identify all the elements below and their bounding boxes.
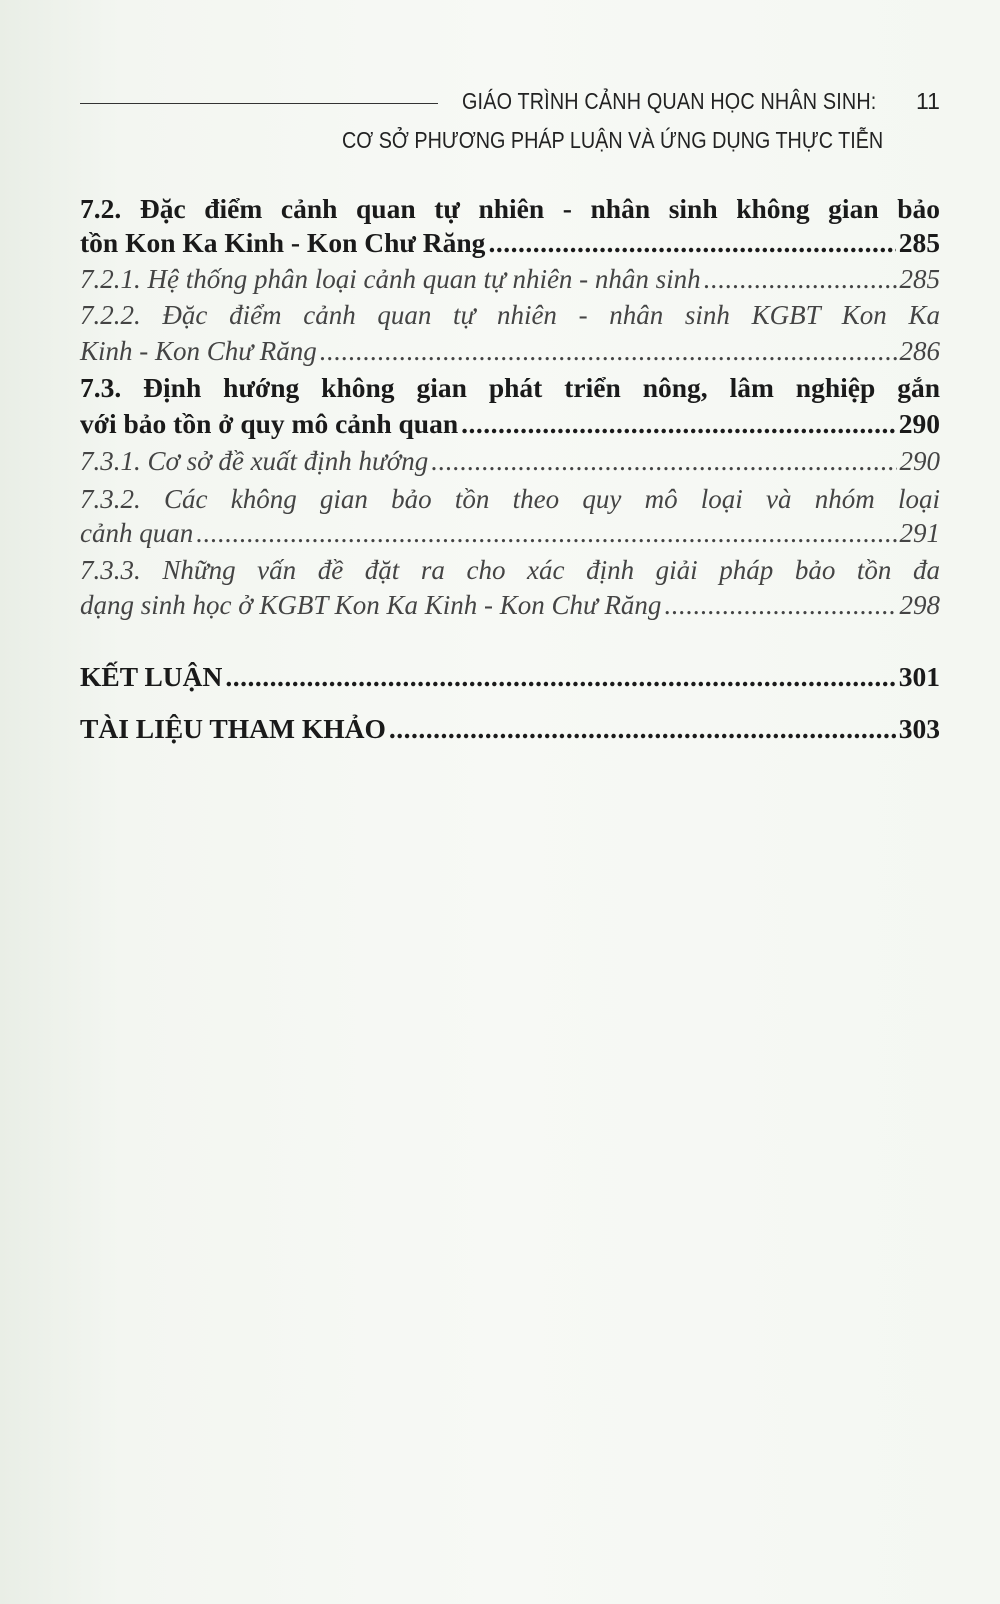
- toc-entry-references: [80, 712, 940, 746]
- dot-leader: [488, 226, 895, 260]
- toc-entry-7-2-1: [80, 262, 940, 296]
- running-header-subtitle: CƠ SỞ PHƯƠNG PHÁP LUẬN VÀ ỨNG DỤNG THỰC TIỄN: [342, 127, 884, 153]
- dot-leader: [320, 334, 897, 368]
- toc-page-number: 285: [899, 264, 940, 294]
- toc-entry-7-3-3-line2: [80, 588, 940, 622]
- toc-entry-7-3-3-line1: 7.3.3. Những vấn đề đặt ra cho xác định giải pháp bảo tồn đa: [80, 555, 940, 585]
- toc-entry-conclusion: [80, 660, 940, 694]
- toc-entry-text: với bảo tồn ở quy mô cảnh quan: [80, 408, 459, 439]
- header-rule: [80, 103, 438, 104]
- toc-entry-7-2-line2: [80, 226, 940, 260]
- dot-leader: [389, 712, 896, 746]
- toc-page-number: 301: [898, 661, 940, 692]
- toc-entry-text: cảnh quan: [80, 518, 194, 548]
- toc-page-number: 303: [898, 713, 940, 744]
- dot-leader: [461, 407, 896, 441]
- dot-leader: [664, 588, 896, 622]
- toc-entry-text: dạng sinh học ở KGBT Kon Ka Kinh - Kon Chư Răng: [80, 590, 662, 620]
- toc-entry-7-3-2-line1: 7.3.2. Các không gian bảo tồn theo quy mô loại và nhóm loại: [80, 484, 940, 514]
- toc-page-number: 286: [899, 336, 940, 366]
- toc-entry-7-3-1: [80, 444, 940, 478]
- toc-entry-text: tồn Kon Ka Kinh - Kon Chư Răng: [80, 227, 486, 258]
- toc-entry-text: Kinh - Kon Chư Răng: [80, 336, 317, 366]
- toc-page-number: 291: [899, 518, 940, 548]
- running-header-title: GIÁO TRÌNH CẢNH QUAN HỌC NHÂN SINH:: [462, 88, 877, 114]
- toc-page-number: 298: [899, 590, 940, 620]
- toc-entry-text: TÀI LIỆU THAM KHẢO: [80, 713, 386, 744]
- toc-entry-7-2-2-line1: 7.2.2. Đặc điểm cảnh quan tự nhiên - nhân sinh KGBT Kon Ka: [80, 300, 940, 330]
- toc-page-number: 285: [898, 227, 940, 258]
- toc-entry-7-3-line2: [80, 407, 940, 441]
- toc-entry-7-2-line1: 7.2. Đặc điểm cảnh quan tự nhiên - nhân sinh không gian bảo: [80, 193, 940, 224]
- toc-entry-7-2-2-line2: [80, 334, 940, 368]
- toc-entry-7-3-line1: 7.3. Định hướng không gian phát triển nông, lâm nghiệp gắn: [80, 372, 940, 403]
- dot-leader: [704, 262, 897, 296]
- toc-entry-text: 7.3.1. Cơ sở đề xuất định hướng: [80, 446, 429, 476]
- dot-leader: [225, 660, 895, 694]
- toc-entry-7-3-2-line2: [80, 516, 940, 550]
- toc-page-number: 290: [899, 446, 940, 476]
- dot-leader: [431, 444, 896, 478]
- toc-entry-text: 7.2.1. Hệ thống phân loại cảnh quan tự nhiên - nhân sinh: [80, 264, 701, 294]
- toc-entry-text: KẾT LUẬN: [80, 661, 223, 692]
- dot-leader: [196, 516, 896, 550]
- toc-page-number: 290: [898, 408, 940, 439]
- page-number: 11: [916, 88, 940, 114]
